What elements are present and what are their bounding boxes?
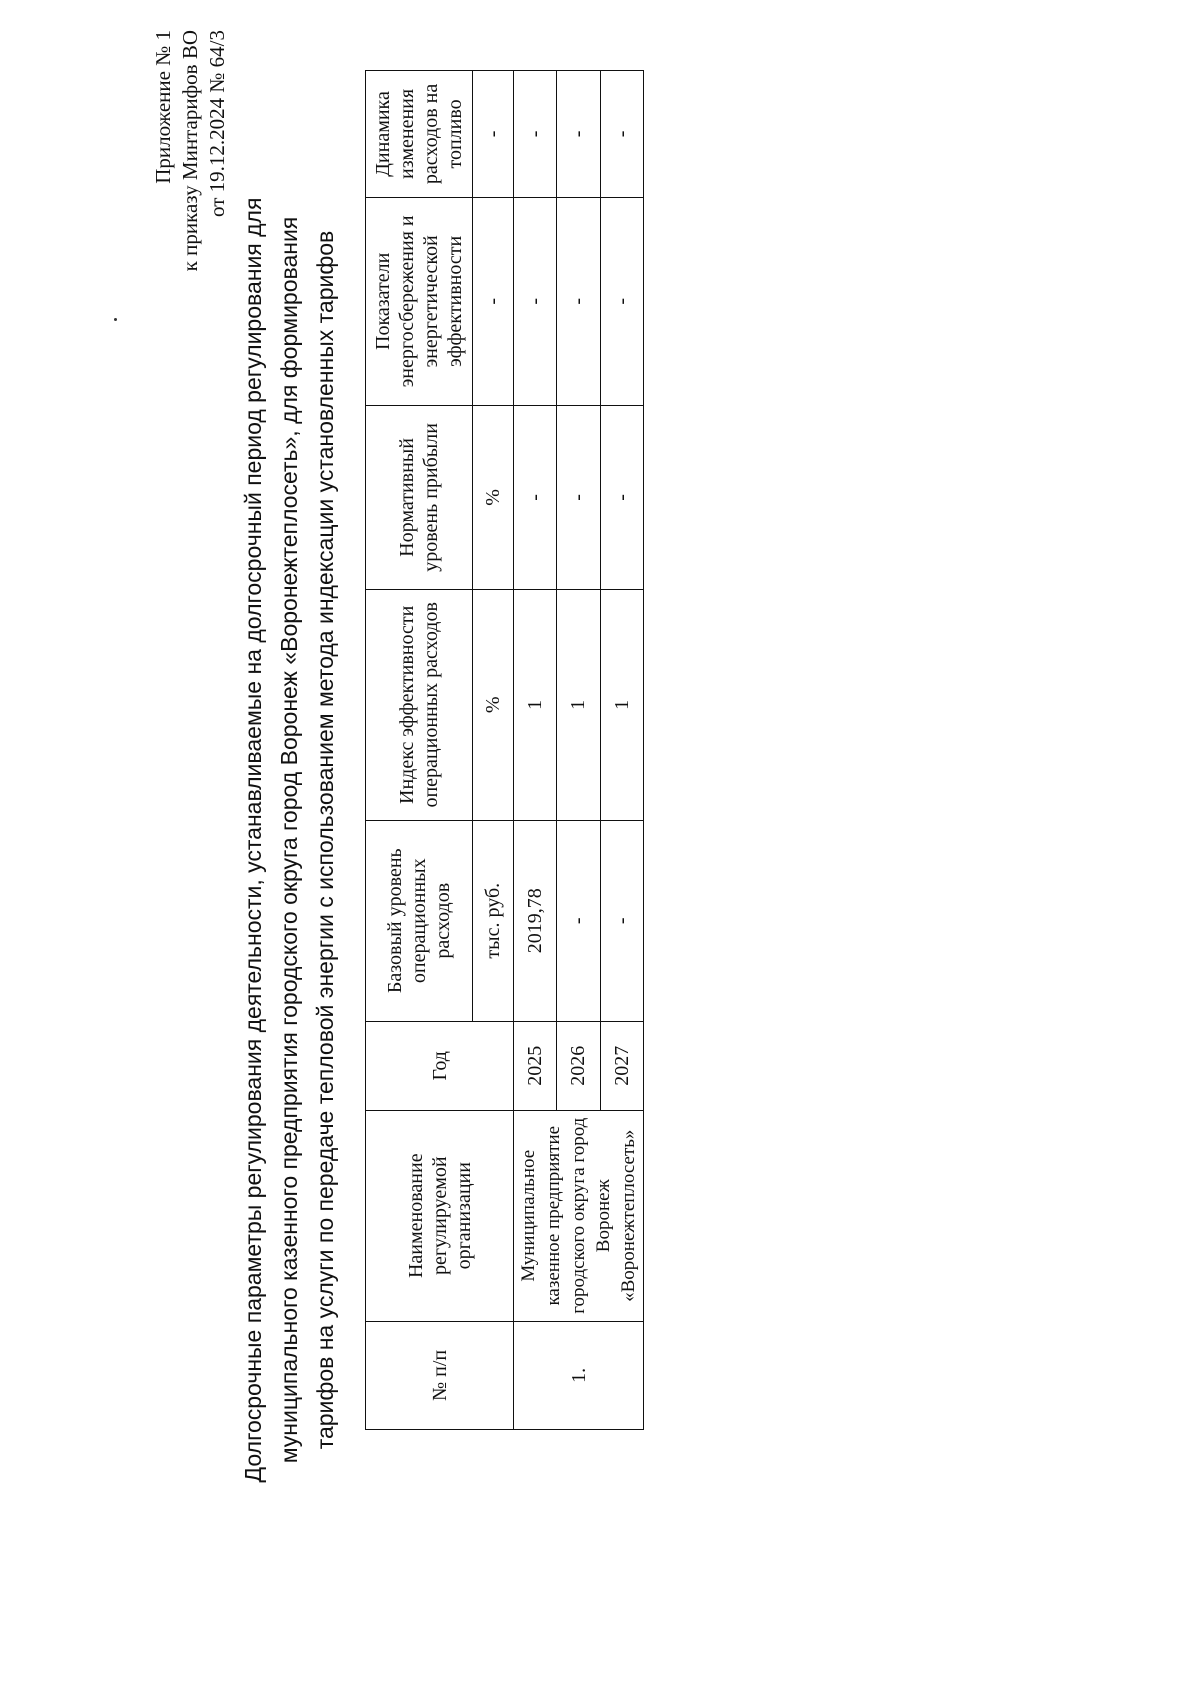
cell-base: - xyxy=(557,820,600,1021)
header-num: № п/п xyxy=(366,1321,514,1429)
cell-base: - xyxy=(600,820,643,1021)
scan-dot xyxy=(114,318,117,321)
appendix-line-2: к приказу Минтарифов ВО xyxy=(178,30,202,272)
document-title xyxy=(235,60,343,1620)
unit-energy: - xyxy=(473,197,514,405)
title-line-3: тарифов на услуги по передаче тепловой энергии с использованием метода индексации установленных тарифов xyxy=(312,230,338,1450)
cell-norm: - xyxy=(514,405,557,589)
title-line-1: Долгосрочные параметры регулирования деятельности, устанавливаемые на долгосрочный период регулирования для xyxy=(240,197,266,1483)
unit-norm: % xyxy=(473,405,514,589)
cell-year: 2025 xyxy=(514,1021,557,1110)
cell-norm: - xyxy=(600,405,643,589)
appendix-line-3: от 19.12.2024 № 64/3 xyxy=(205,30,229,218)
org-number: 1. xyxy=(514,1321,644,1429)
appendix-line-1: Приложение № 1 xyxy=(151,30,175,184)
parameters-table xyxy=(365,70,644,1430)
header-energy: Показатели энергосбережения и энергетической эффективности xyxy=(366,197,473,405)
cell-year: 2027 xyxy=(600,1021,643,1110)
header-base: Базовый уровень операционных расходов xyxy=(366,820,473,1021)
title-line-2: муниципального казенного предприятия городского округа город Воронеж «Воронежтеплосеть», для формирования xyxy=(276,216,302,1464)
table-row xyxy=(514,71,557,1430)
appendix-block xyxy=(150,30,231,271)
cell-energy: - xyxy=(600,197,643,405)
cell-dynamics: - xyxy=(557,71,600,198)
cell-index: 1 xyxy=(514,590,557,820)
org-name: Муниципальное казенное предприятие городского округа город Воронеж «Воронежтеплосеть» xyxy=(514,1110,644,1321)
header-name: Наименование регулируемой организации xyxy=(366,1110,514,1321)
cell-base: 2019,78 xyxy=(514,820,557,1021)
cell-index: 1 xyxy=(600,590,643,820)
cell-norm: - xyxy=(557,405,600,589)
cell-dynamics: - xyxy=(600,71,643,198)
header-dynamics: Динамика изменения расходов на топливо xyxy=(366,71,473,198)
cell-dynamics: - xyxy=(514,71,557,198)
cell-year: 2026 xyxy=(557,1021,600,1110)
unit-index: % xyxy=(473,590,514,820)
cell-index: 1 xyxy=(557,590,600,820)
cell-energy: - xyxy=(514,197,557,405)
cell-energy: - xyxy=(557,197,600,405)
header-norm: Нормативный уровень прибыли xyxy=(366,405,473,589)
unit-dynamics: - xyxy=(473,71,514,198)
table-header-row xyxy=(366,71,473,1430)
header-year: Год xyxy=(366,1021,514,1110)
header-index: Индекс эффективности операционных расходов xyxy=(366,590,473,820)
unit-base: тыс. руб. xyxy=(473,820,514,1021)
rotated-page-content xyxy=(150,30,710,1630)
